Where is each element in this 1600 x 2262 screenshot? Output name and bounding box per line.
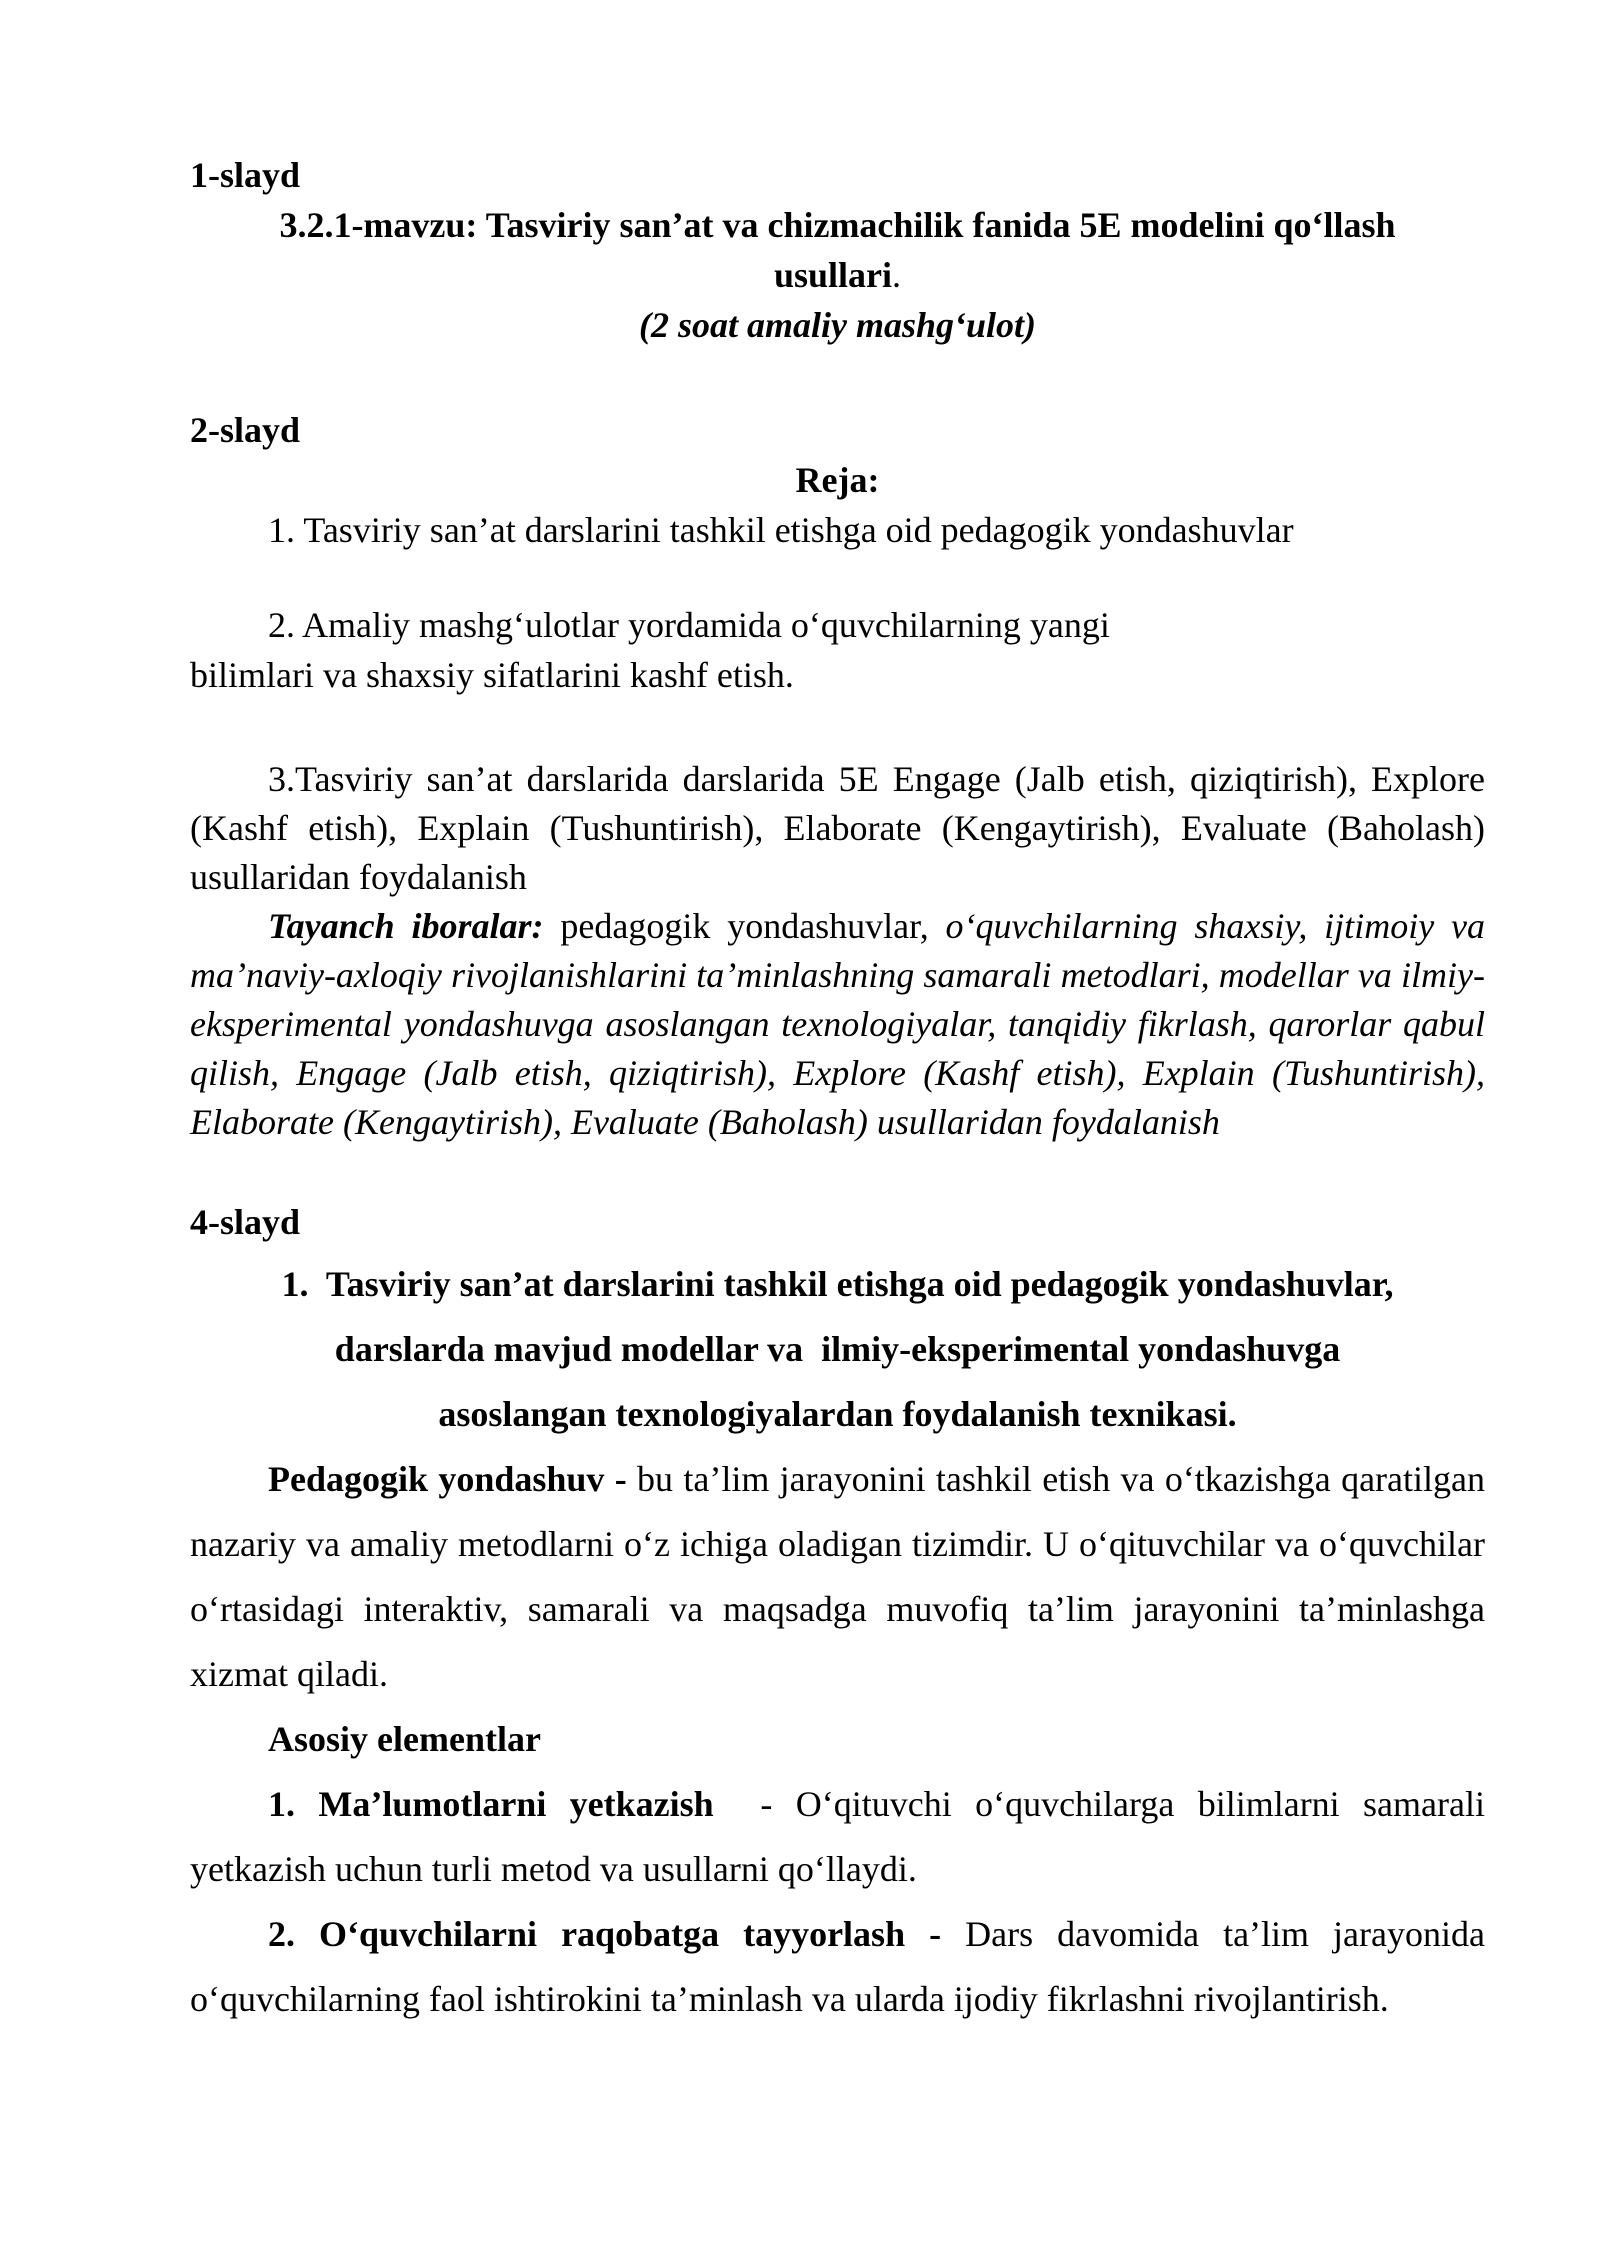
slide1-subtitle: (2 soat amaliy mashgʻulot): [638, 305, 1037, 345]
slide4-item2-text: Dars davomida ta’lim jarayonida oʻquvchilarning faol ishtirokini ta’minlash va ularda ijodiy fikrlashni rivojlantirish.: [190, 1914, 1485, 2019]
slide4-para1-lead: Pedagogik yondashuv -: [268, 1459, 638, 1499]
slide4-label: 4-slayd: [190, 1202, 301, 1242]
slide2-item2-line1: 2. Amaliy mashgʻulotlar yordamida oʻquvchilarning yangi: [268, 605, 1110, 645]
slide4-heading-line1: 1. Tasviriy san’at darslarini tashkil etishga oid pedagogik yondashuvlar,: [281, 1264, 1394, 1304]
slide4-subheading: Asosiy elementlar: [268, 1719, 541, 1759]
slide4-item1: [190, 1772, 1494, 1902]
slide4-heading: [190, 1252, 1485, 1447]
slide2-item2-line2: bilimlari va shaxsiy sifatlarini kashf etish.: [190, 655, 794, 695]
slide4-para1-text: bu ta’lim jarayonini tashkil etish va oʻtkazishga qaratilgan nazariy va amaliy metodlarni oʻz ichiga oladigan tizimdir. U oʻqituvchilar va oʻquvchilar oʻrtasidagi interaktiv, samarali va maqsadga muvofiq ta’lim jarayonini ta’minlashga xizmat qiladi.: [190, 1459, 1485, 1694]
slide4-item1-text: - Oʻqituvchi oʻquvchilarga bilimlarni samarali yetkazish uchun turli metod va usullarni qoʻllaydi.: [190, 1784, 1494, 1889]
slide2-item2: [190, 600, 1485, 700]
slide2-item1: 1. Tasviriy san’at darslarini tashkil etishga oid pedagogik yondashuvlar: [268, 510, 1294, 550]
slide2-heading: Reja:: [795, 460, 880, 500]
keywords-italic: oʻquvchilarning shaxsiy, ijtimoiy va ma’naviy-axloqiy rivojlanishlarini ta’minlashning samarali metodlari, modellar va ilmiy-eksperimental yondashuvga asoslangan texnologiyalar, tanqidiy fikrlash, qarorlar qabul qilish, Engage (Jalb etish, qiziqtirish), Explore (Kashf etish), Explain (Tushuntirish), Elaborate (Kengaytirish), Evaluate (Baholash) usullaridan foydalanish: [190, 906, 1485, 1142]
slide1-title-line1: 3.2.1-mavzu: Tasviriy san’at va chizmachilik fanida 5E modelini qoʻllash: [279, 205, 1396, 245]
slide2-label: 2-slayd: [190, 410, 301, 450]
slide2-item3: 3.Tasviriy san’at darslarida darslarida 5E Engage (Jalb etish, qiziqtirish), Explore (Kashf etish), Explain (Tushuntirish), Elaborate (Kengaytirish), Evaluate (Baholash) usullaridan foydalanish: [190, 759, 1485, 897]
slide2-keywords: [190, 902, 1485, 1147]
keywords-label: Tayanch iboralar:: [268, 906, 544, 946]
slide1-title: [190, 200, 1485, 300]
slide1-label: 1-slayd: [190, 155, 301, 195]
slide1-title-period: .: [892, 255, 902, 295]
slide4-heading-line3: asoslangan texnologiyalardan foydalanish texnikasi.: [438, 1394, 1237, 1434]
keywords-plain: pedagogik yondashuvlar,: [543, 906, 946, 946]
slide4-para1: [190, 1447, 1485, 1707]
slide4-item2-lead: 2. Oʻquvchilarni raqobatga tayyorlash -: [268, 1914, 942, 1954]
slide4-item1-lead: 1. Ma’lumotlarni yetkazish: [268, 1784, 714, 1824]
slide4-item2: [190, 1902, 1485, 2032]
slide4-heading-line2: darslarda mavjud modellar va ilmiy-eksperimental yondashuvga: [334, 1329, 1341, 1369]
slide1-title-line2: usullari: [773, 255, 893, 295]
